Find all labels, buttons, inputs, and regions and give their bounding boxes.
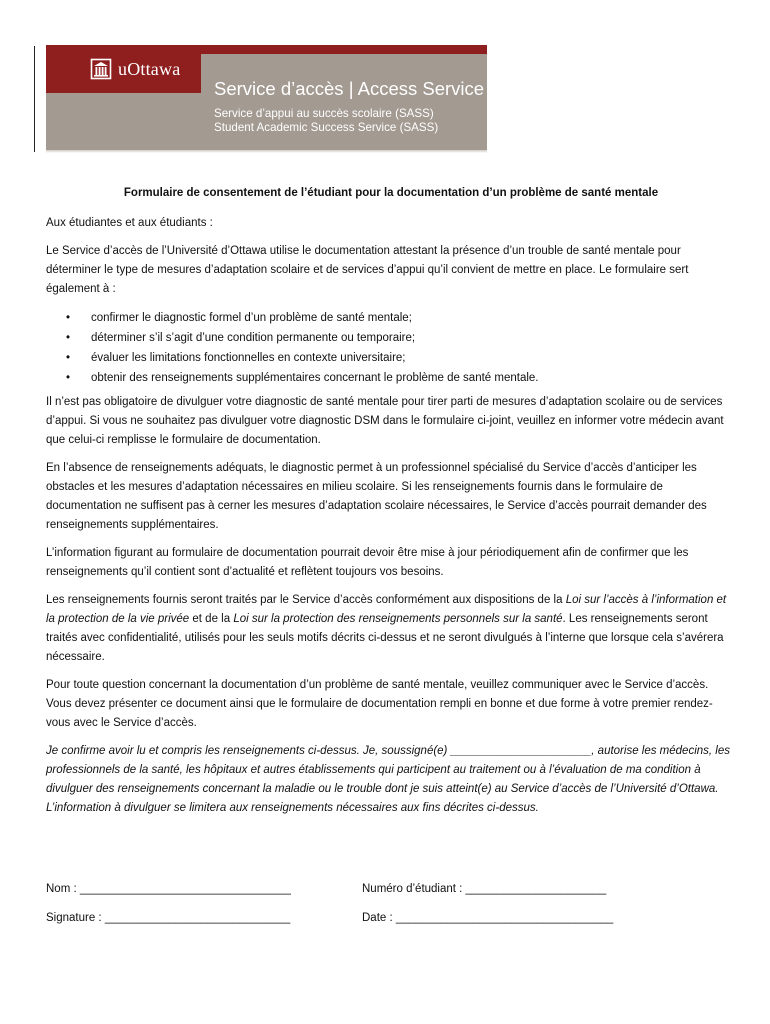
privacy-text-3: . Les renseignements seront traités avec confidentialité, utilisés pour les seuls motifs décrits ci-dessus et ne seront divulgués à l’interne que lorsque cela s’avérera nécessaire. — [46, 613, 724, 663]
privacy-law-2: Loi sur la protection des renseignements personnels sur la santé — [233, 613, 563, 625]
header-banner — [46, 45, 487, 150]
greeting: Aux étudiantes et aux étudiants : — [46, 217, 213, 229]
service-title: Service d’accès | Access Service — [214, 78, 485, 99]
privacy-text-2: et de la — [189, 613, 234, 625]
update-paragraph: L’information figurant au formulaire de documentation pourrait devoir être mise à jour périodiquement afin de confirmer que les renseignements qu’il contient sont d’actualité et reflètent toujours vos besoins. — [46, 547, 689, 578]
student-number-field[interactable]: Numéro d’étudiant : ______________________ — [362, 883, 607, 895]
building-logo-icon — [90, 58, 112, 80]
list-item: • confirmer le diagnostic formel d’un problème de santé mentale; — [46, 308, 736, 328]
service-subtitle-fr: Service d’appui au succès scolaire (SASS) — [214, 107, 434, 120]
banner-top-stripe — [46, 45, 487, 54]
privacy-law-1: Loi sur l’accès à l’information et la protection de la vie privée — [46, 594, 727, 625]
service-subtitle-en: Student Academic Success Service (SASS) — [214, 121, 439, 134]
purpose-list — [46, 308, 736, 388]
consent-statement: Je confirme avoir lu et compris les renseignements ci-dessus. Je, soussigné(e) ______________________, autorise les médecins, les professionnels de la santé, les hôpitaux et autres établissements qui participent au traitement ou à l’évaluation de ma condition à divulguer des renseignements concernant la maladie ou le trouble dont je suis atteint(e) au Service d’accès de l’Université d’Ottawa. L’information à divulguer se limitera aux renseignements nécessaires aux fins décrites ci-dessus. — [46, 745, 730, 814]
logo-text: uOttawa — [118, 59, 181, 79]
disclosure-paragraph: Il n’est pas obligatoire de divulguer votre diagnostic de santé mentale pour tirer parti de mesures d’adaptation scolaire ou de services d’appui. Si vous ne souhaitez pas divulguer votre diagnostic DSM dans le formulaire ci-joint, veuillez en informer votre médecin avant que celui-ci remplisse le formulaire de documentation. — [46, 396, 724, 446]
page-edge-line — [34, 46, 35, 152]
privacy-text-1: Les renseignements fournis seront traités par le Service d’accès conformément aux dispositions de la — [46, 594, 566, 606]
privacy-paragraph — [46, 591, 736, 667]
date-field[interactable]: Date : __________________________________ — [362, 912, 614, 924]
document-title: Formulaire de consentement de l’étudiant pour la documentation d’un problème de santé mentale — [123, 187, 659, 199]
list-item: • évaluer les limitations fonctionnelles en contexte universitaire; — [46, 348, 736, 368]
diagnosis-paragraph: En l’absence de renseignements adéquats, le diagnostic permet à un professionnel spécialisé du Service d’accès d’anticiper les obstacles et les mesures d’adaptation nécessaires en milieu scolaire. Si les renseignements fournis dans le formulaire de documentation ne suffisent pas à cerner les mesures d’adaptation scolaire nécessaires, le Service d’accès pourrait demander des renseignements supplémentaires. — [46, 462, 707, 531]
banner-shadow — [46, 150, 487, 153]
document-body — [46, 184, 736, 827]
signature-field[interactable]: Signature : _____________________________ — [46, 912, 291, 924]
intro-paragraph: Le Service d’accès de l’Université d’Ottawa utilise le documentation attestant la présence d’un trouble de santé mentale pour déterminer le type de mesures d’adaptation scolaire et de services d’appui qu’il convient de mettre en place. Le formulaire sert également à : — [46, 245, 689, 295]
name-field[interactable]: Nom : _________________________________ — [46, 883, 291, 895]
contact-paragraph: Pour toute question concernant la documentation d’un problème de santé mentale, veuillez communiquer avec le Service d’accès. Vous devez présenter ce document ainsi que le formulaire de documentation rempli en bonne et due forme à votre premier rendez-vous avec le Service d’accès. — [46, 679, 713, 729]
list-item: • déterminer s’il s’agit d’une condition permanente ou temporaire; — [46, 328, 736, 348]
list-item: • obtenir des renseignements supplémentaires concernant le problème de santé mentale. — [46, 368, 736, 388]
